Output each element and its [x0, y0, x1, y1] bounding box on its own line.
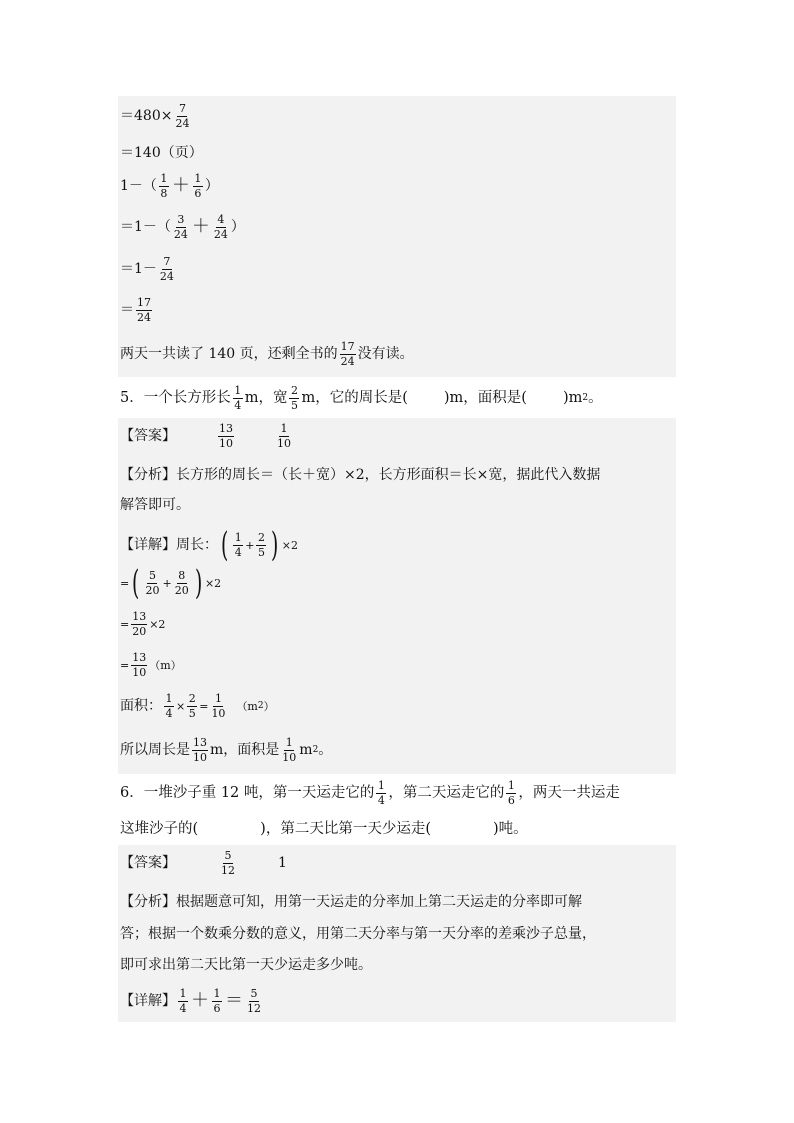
math-symbol: +	[245, 538, 255, 552]
fraction-numerator: 13	[132, 610, 147, 623]
math-symbol: ×2	[204, 576, 222, 590]
q5-detail-line-4	[120, 652, 676, 678]
fraction	[340, 341, 356, 367]
fraction-numerator: 7	[178, 102, 186, 115]
text-run: 周长：	[176, 537, 218, 553]
fraction-denominator: 24	[340, 354, 355, 368]
fraction-numerator: 13	[193, 736, 207, 749]
fraction-numerator: 2	[257, 530, 265, 544]
fraction-numerator: 7	[163, 255, 171, 268]
fraction-numerator: 5	[250, 987, 258, 1000]
fraction	[246, 988, 262, 1014]
text-run: ＝	[120, 302, 134, 319]
q5-detail-line-5	[120, 693, 676, 719]
fraction-numerator: 2	[188, 692, 196, 705]
text-run: 6．一堆沙子重 12 吨，第一天运走它的	[120, 784, 375, 801]
fraction-denominator: 20	[174, 583, 189, 597]
q5-detail-line-3	[120, 611, 676, 637]
detail-label: 【详解】	[120, 993, 176, 1010]
fraction-denominator: 10	[282, 750, 297, 764]
fraction	[131, 611, 147, 637]
fraction-denominator: 6	[213, 1001, 221, 1015]
fraction-denominator: 10	[132, 665, 147, 679]
text-run: 两天一共读了 140 页，还剩全书的	[120, 346, 338, 363]
q5-detail-line-2	[120, 563, 676, 603]
fraction-denominator: 5	[290, 398, 298, 412]
q5-detail-line-1	[120, 525, 676, 565]
fraction-denominator: 4	[165, 706, 173, 720]
math-symbol: ＋	[171, 175, 190, 197]
calc-line-1	[120, 103, 676, 129]
text-run: ，两天一共运走	[518, 784, 620, 801]
fraction-numerator: 3	[177, 213, 185, 226]
fraction-denominator: 10	[219, 436, 233, 450]
math-symbol: +	[162, 576, 172, 590]
summary-line	[120, 341, 676, 367]
fraction	[376, 780, 386, 806]
fraction-numerator: 13	[219, 422, 233, 435]
fraction	[174, 570, 190, 596]
fraction-denominator: 24	[175, 116, 190, 130]
fraction-denominator: 24	[137, 310, 151, 324]
fraction-denominator: 4	[234, 545, 242, 559]
math-symbol: ＋	[191, 990, 209, 1012]
text-run: )m，面积是(	[443, 389, 527, 406]
fraction	[276, 423, 292, 449]
fraction	[164, 693, 174, 719]
text-run: )，第二天比第一天少运走(	[260, 821, 431, 837]
text-run: 。	[318, 742, 333, 759]
fraction	[289, 385, 299, 411]
fraction	[159, 173, 169, 199]
left-paren: (	[132, 563, 140, 603]
calc-line-2	[120, 146, 676, 160]
fraction-denominator: 20	[132, 624, 147, 638]
fraction	[233, 385, 243, 411]
text-run: 所以周长是	[120, 742, 190, 759]
fraction-numerator: 4	[217, 213, 225, 226]
fraction-numerator: 5	[224, 849, 232, 862]
q6-analysis-line-3	[120, 958, 676, 972]
fraction-numerator: 1	[160, 172, 168, 185]
fraction-denominator: 24	[213, 227, 228, 241]
math-symbol: =	[120, 617, 130, 631]
calc-line-4	[120, 214, 676, 240]
text-run: ＝1－（	[120, 219, 171, 236]
q5-analysis-line-2	[120, 498, 676, 512]
text-run: 1	[278, 855, 287, 872]
text-run: ）	[204, 178, 219, 195]
math-symbol: ＋	[191, 216, 210, 238]
text-run: 答；根据一个数乘分数的意义，用第二天分率与第一天分率的差乘沙子总量，	[120, 926, 596, 942]
fraction	[218, 423, 234, 449]
fraction-numerator: 1	[194, 172, 202, 185]
math-symbol: =	[120, 576, 130, 590]
text-run: ，第二天运走它的	[388, 784, 505, 801]
fraction-denominator: 12	[247, 1001, 261, 1015]
fraction	[210, 693, 226, 719]
right-paren: )	[271, 525, 279, 565]
fraction	[178, 988, 188, 1014]
fraction-numerator: 1	[179, 987, 187, 1000]
q5-answer	[120, 423, 676, 449]
text-run: 长方形的周长＝（长＋宽）×2，长方形面积＝长×宽，据此代入数据	[176, 467, 601, 483]
fraction	[256, 532, 266, 558]
superscript: 2	[312, 744, 319, 755]
calc-line-3	[120, 173, 676, 199]
fraction-numerator: 1	[507, 779, 515, 792]
fraction	[159, 256, 175, 282]
fraction-denominator: 5	[257, 545, 265, 559]
fraction	[213, 214, 229, 240]
fraction-numerator: 1	[165, 692, 173, 705]
right-paren: )	[194, 563, 202, 603]
math-symbol: （m）	[149, 658, 182, 672]
fraction	[220, 850, 236, 876]
fraction-numerator: 1	[213, 987, 221, 1000]
question-6-line-1	[120, 780, 676, 806]
text-run: ＝140（页）	[120, 145, 203, 161]
fraction-denominator: 6	[507, 793, 515, 807]
fraction	[193, 173, 203, 199]
fraction	[281, 737, 297, 763]
fraction-denominator: 8	[160, 186, 168, 200]
fraction	[174, 103, 190, 129]
fraction	[212, 988, 222, 1014]
fraction	[192, 737, 208, 763]
fraction-numerator: 8	[178, 568, 186, 582]
fraction-denominator: 10	[193, 750, 207, 764]
fraction-numerator: 13	[132, 651, 147, 664]
text-run: ＝1－	[120, 261, 157, 278]
text-run: m，宽	[244, 389, 288, 406]
text-run: m，面积是	[210, 742, 280, 759]
math-symbol: =	[199, 699, 209, 713]
text-run: 这堆沙子的(	[120, 821, 199, 837]
detail-label: 【详解】	[120, 537, 176, 553]
answer-label: 【答案】	[120, 855, 176, 872]
math-symbol: =	[120, 658, 130, 672]
question-5	[120, 385, 676, 411]
fraction-numerator: 1	[285, 736, 293, 749]
fraction-denominator: 4	[377, 793, 385, 807]
fraction-denominator: 24	[173, 227, 188, 241]
fraction-denominator: 12	[221, 863, 235, 877]
text-run: )m	[562, 389, 583, 406]
calc-line-5	[120, 256, 676, 282]
superscript: 2	[582, 392, 589, 403]
fraction	[144, 570, 160, 596]
math-symbol: ×	[176, 699, 186, 713]
fraction-denominator: 10	[211, 706, 226, 720]
q5-conclusion	[120, 737, 676, 763]
fraction	[233, 532, 243, 558]
superscript: 2	[257, 700, 264, 711]
left-paren: (	[220, 525, 229, 565]
text-run: ＝480×	[120, 108, 173, 125]
text-run: 根据题意可知，用第一天运走的分率加上第二天运走的分率即可解	[176, 894, 582, 910]
fraction	[187, 693, 197, 719]
text-run: 即可求出第二天比第一天少运走多少吨。	[120, 957, 372, 973]
fraction-numerator: 2	[290, 384, 298, 397]
text-run: 解答即可。	[120, 497, 190, 513]
text-run: 面积：	[120, 698, 162, 715]
fraction	[173, 214, 189, 240]
question-6-line-2	[120, 822, 676, 837]
fraction-denominator: 4	[179, 1001, 187, 1015]
fraction-numerator: 17	[137, 296, 151, 309]
text-run: 。	[588, 389, 603, 406]
math-symbol: （m	[236, 699, 258, 713]
fraction-denominator: 20	[145, 583, 160, 597]
fraction-numerator: 17	[340, 340, 355, 353]
text-run: ）	[230, 219, 245, 236]
analysis-label: 【分析】	[120, 467, 176, 483]
fraction	[506, 780, 516, 806]
fraction-numerator: 5	[148, 568, 156, 582]
text-run: 5．一个长方形长	[120, 389, 231, 406]
math-symbol: ）	[263, 699, 275, 713]
text-run: m，它的周长是(	[301, 389, 408, 406]
math-symbol: ×2	[281, 538, 298, 552]
fraction-numerator: 1	[377, 779, 385, 792]
q6-analysis-line-1	[120, 895, 676, 909]
fraction-numerator: 1	[234, 384, 242, 397]
fraction-denominator: 24	[159, 269, 174, 283]
q5-analysis-line-1	[120, 468, 676, 482]
text-run: 没有读。	[357, 346, 414, 363]
analysis-label: 【分析】	[120, 894, 176, 910]
fraction-numerator: 1	[280, 422, 288, 435]
math-symbol: ×2	[149, 617, 166, 631]
fraction-denominator: 10	[277, 436, 291, 450]
text-run: m	[299, 742, 313, 759]
fraction-denominator: 4	[234, 398, 242, 412]
text-run: 1－（	[120, 178, 157, 195]
calc-line-6	[120, 297, 676, 323]
fraction-numerator: 1	[214, 692, 222, 705]
answer-label: 【答案】	[120, 428, 176, 445]
text-run: )吨。	[493, 821, 528, 837]
q6-detail	[120, 988, 676, 1014]
q6-analysis-line-2	[120, 927, 676, 941]
fraction-denominator: 6	[194, 186, 202, 200]
fraction-denominator: 5	[188, 706, 196, 720]
fraction	[131, 652, 147, 678]
fraction-numerator: 1	[234, 530, 242, 544]
math-symbol: ＝	[225, 990, 243, 1012]
q6-answer	[120, 850, 676, 876]
fraction	[136, 297, 152, 323]
